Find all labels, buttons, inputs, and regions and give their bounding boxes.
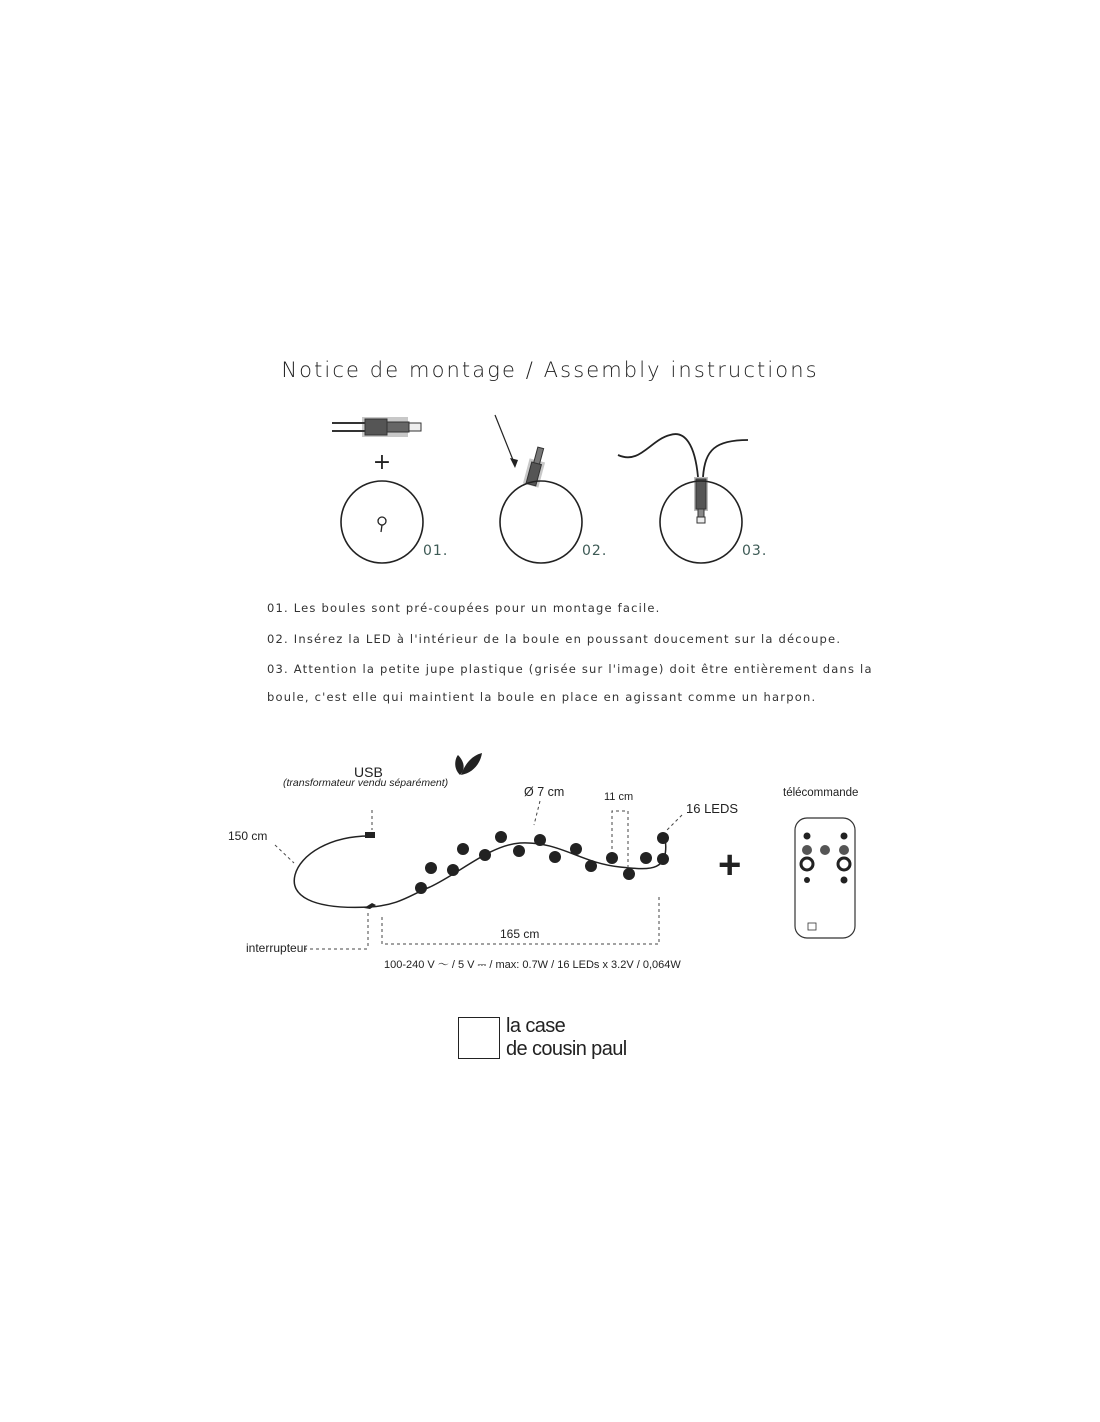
- assembly-steps-illustration: [310, 405, 790, 565]
- led-count-label: 16 LEDS: [686, 801, 739, 816]
- led-ball: [425, 862, 437, 874]
- remote-label: télécommande: [783, 787, 859, 799]
- led-ball: [657, 832, 669, 844]
- led-ball: [479, 849, 491, 861]
- step-number-3: 03.: [742, 543, 768, 559]
- string-length-label: 165 cm: [500, 927, 540, 941]
- ball-diameter-label: Ø 7 cm: [524, 785, 565, 799]
- brand-logo: [456, 1015, 676, 1065]
- page-title: Notice de montage / Assembly instructions: [281, 358, 819, 382]
- led-above-ball-icon: [332, 417, 423, 563]
- usb-note: (transformateur vendu séparément): [283, 777, 449, 789]
- led-ball: [657, 853, 669, 865]
- led-ball: [640, 852, 652, 864]
- logo-line-2: de cousin paul: [506, 1038, 627, 1060]
- led-ball: [606, 852, 618, 864]
- led-ball: [534, 834, 546, 846]
- plus-sign: +: [372, 450, 392, 475]
- spacing-label: 11 cm: [604, 791, 634, 803]
- step-number-2: 02.: [582, 543, 608, 559]
- led-ball: [415, 882, 427, 894]
- instruction-2: 02. Insérez la LED à l'intérieur de la boule en poussant doucement sur la découpe.: [267, 632, 842, 646]
- led-ball: [585, 860, 597, 872]
- led-balls: [415, 831, 669, 894]
- switch-icon: [364, 903, 376, 909]
- switch-label: interrupteur: [246, 941, 308, 955]
- step-number-1: 01.: [423, 543, 449, 559]
- plus-sign: +: [718, 843, 742, 887]
- led-ball: [623, 868, 635, 880]
- usb-plug-icon: [365, 832, 375, 838]
- led-ball: [549, 851, 561, 863]
- led-ball: [457, 843, 469, 855]
- leaf-icon: [455, 753, 482, 775]
- logo-line-1: la case: [506, 1015, 566, 1037]
- led-ball: [513, 845, 525, 857]
- instruction-3-continued: boule, c'est elle qui maintient la boule en place en agissant comme un harpon.: [267, 690, 817, 704]
- led-inside-ball-icon: [618, 434, 748, 563]
- led-ball: [570, 843, 582, 855]
- led-ball: [495, 831, 507, 843]
- electrical-specs: 100-240 V ～ / 5 V ⎓ / max: 0.7W / 16 LEDs x 3.2V / 0,064W: [384, 959, 681, 971]
- logo-square-icon: [458, 1017, 500, 1059]
- remote-control-icon: [795, 818, 855, 938]
- cable-length-label: 150 cm: [228, 829, 268, 843]
- led-inserting-ball-icon: [495, 415, 582, 563]
- usb-label: USB: [354, 764, 383, 780]
- instruction-1: 01. Les boules sont pré-coupées pour un montage facile.: [267, 601, 661, 615]
- led-ball: [447, 864, 459, 876]
- instruction-3: 03. Attention la petite jupe plastique (grisée sur l'image) doit être entièrement dans la: [267, 662, 873, 676]
